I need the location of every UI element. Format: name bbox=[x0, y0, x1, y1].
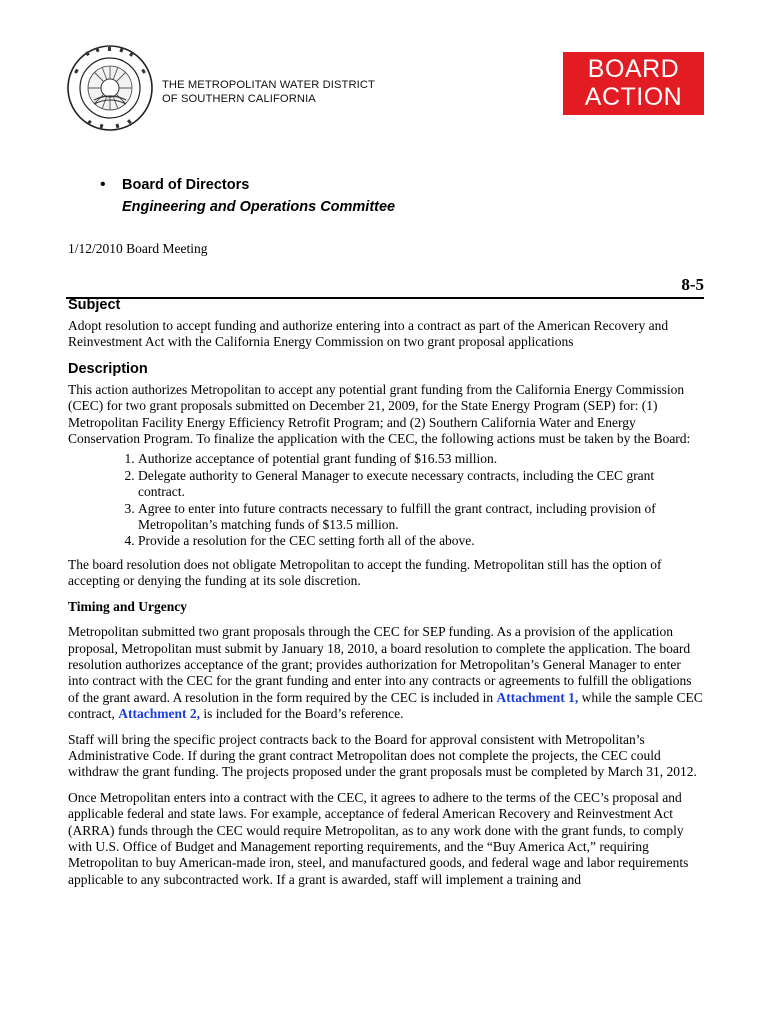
badge-line-2: ACTION bbox=[584, 83, 683, 111]
meeting-date: 1/12/2010 Board Meeting bbox=[68, 241, 208, 256]
timing-p1-part1: Metropolitan submitted two grant proposals through the CEC for SEP funding. As a provision of the application proposal, Metropolitan must submit by January 18, 2010, a board resolution to complete the application. The board resolution authorizes acceptance of the grant; provides authorization for Metropolitan’s General Manager to enter into contract with the CEC for the grant funding and enter into any contracts or agreements to fulfill the obligations of the grant award. A resolution in the form required by the CEC is included in bbox=[68, 624, 692, 705]
addressee-committee: Engineering and Operations Committee bbox=[122, 199, 396, 215]
timing-paragraph-1 bbox=[68, 624, 704, 722]
bullet-icon: • bbox=[100, 176, 106, 193]
organization-name bbox=[162, 79, 375, 106]
action-item: 3. Agree to enter into future contracts necessary to fulfill the grant contract, including provision of Metropolitan’s matching funds of $13.5 million. bbox=[138, 501, 704, 534]
timing-p1-part3: is included for the Board’s reference. bbox=[199, 706, 404, 722]
timing-heading: Timing and Urgency bbox=[68, 598, 188, 614]
org-line-2: OF SOUTHERN CALIFORNIA bbox=[162, 92, 316, 105]
action-list bbox=[118, 451, 704, 549]
obligation-text: The board resolution does not obligate Metropolitan to accept the funding. Metropolitan still has the option of accepting or denying the funding at its sole discretion. bbox=[68, 556, 662, 589]
action-item: 2. Delegate authority to General Manager to execute necessary contracts, including the CEC grant contract. bbox=[138, 468, 704, 501]
attachment-2-link[interactable]: Attachment 2, bbox=[118, 706, 200, 722]
board-action-badge bbox=[563, 52, 704, 115]
addressee-board: Board of Directors bbox=[122, 177, 250, 193]
timing-paragraph-2: Staff will bring the specific project contracts back to the Board for approval consistent with Metropolitan’s Administrative Code. If during the grant contract Metropolitan does not complete the projects, the CEC could withdraw the grant funding. The projects proposed under the grant proposals must be completed by March 31, 2012. bbox=[68, 731, 697, 780]
description-heading: Description bbox=[68, 360, 148, 377]
document-body bbox=[68, 296, 704, 897]
timing-paragraph-3: Once Metropolitan enters into a contract with the CEC, it agrees to adhere to the terms of the CEC’s proposal and applicable federal and state laws. For example, acceptance of federal American Recovery and Reinvestment Act (ARRA) funds through the CEC would require Metropolitan, as to any work done with the grant funds, to comply with U.S. Office of Budget and Management reporting requirements, and the “Buy America Act,” requiring Metropolitan to buy American-made iron, steel, and manufactured goods, and federal wage and labor requirements applicable to any subcontracted work. If a grant is awarded, staff will implement a training and bbox=[68, 789, 689, 887]
action-item: 4. Provide a resolution for the CEC setting forth all of the above. bbox=[138, 533, 704, 549]
district-seal-icon bbox=[66, 44, 154, 132]
subject-heading: Subject bbox=[68, 297, 121, 313]
description-intro: This action authorizes Metropolitan to accept any potential grant funding from the California Energy Commission (CEC) for two grant proposals submitted on December 21, 2009, for the State Energy Program (SEP) for: (1) Metropolitan Facility Energy Efficiency Retrofit Program; and (2) Southern California Water and Energy Conservation Program. To finalize the application with the CEC, the following actions must be taken by the Board: bbox=[68, 381, 691, 447]
subject-text: Adopt resolution to accept funding and authorize entering into a contract as part of the American Recovery and Reinvestment Act with the California Energy Commission on two grant proposal applications bbox=[68, 318, 669, 350]
attachment-1-link[interactable]: Attachment 1, bbox=[496, 689, 579, 705]
org-line-1: THE METROPOLITAN WATER DISTRICT bbox=[162, 79, 375, 91]
badge-line-1: BOARD bbox=[587, 55, 680, 83]
item-number: 8-5 bbox=[681, 275, 704, 294]
timing-p1-part2: while the sample CEC contract, bbox=[68, 689, 703, 722]
action-item: 1. Authorize acceptance of potential grant funding of $16.53 million. bbox=[138, 451, 704, 467]
